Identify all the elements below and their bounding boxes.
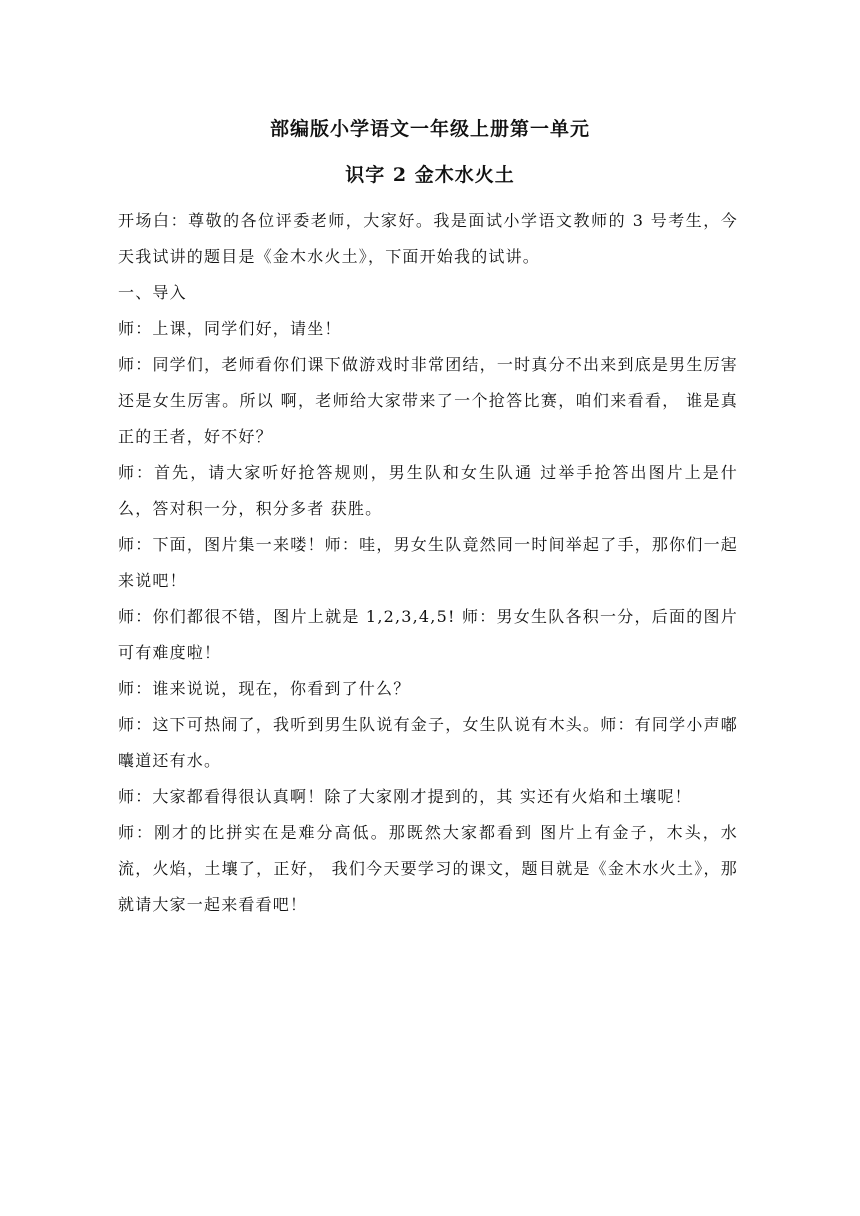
paragraph: 师：大家都看得很认真啊！除了大家刚才提到的，其 实还有火焰和土壤呢！ xyxy=(118,787,692,806)
lesson-title: 识字 2 金木水火土 xyxy=(345,164,515,186)
paragraph: 师：刚才的比拼实在是难分高低。那既然大家都看到 图片上有金子，木头，水流，火焰，土壤了，正好， 我们今天要学习的课文，题目就是《金木水火土》，那就请大家一起来看看吧！ xyxy=(118,823,738,914)
paragraph: 师：谁来说说，现在，你看到了什么？ xyxy=(118,679,411,698)
paragraph: 师：同学们，老师看你们课下做游戏时非常团结，一时真分不出来到底是男生厉害还是女生厉害。所以 啊，老师给大家带来了一个抢答比赛，咱们来看看， 谁是真正的王者，好不好？ xyxy=(118,355,738,446)
paragraph: 师：这下可热闹了，我听到男生队说有金子，女生队说有木头。师：有同学小声嘟囔道还有水。 xyxy=(118,715,738,770)
paragraph: 师：首先，请大家听好抢答规则，男生队和女生队通 过举手抢答出图片上是什么，答对积一分，积分多者 获胜。 xyxy=(118,463,738,518)
document-body xyxy=(118,203,738,923)
paragraph: 师：你们都很不错，图片上就是 1,2,3,4,5! 师：男女生队各积一分，后面的图片可有难度啦！ xyxy=(118,607,738,662)
paragraph: 师：下面，图片集一来喽！师：哇，男女生队竟然同一时间举起了手，那你们一起来说吧！ xyxy=(118,535,738,590)
paragraph: 师：上课，同学们好，请坐！ xyxy=(118,319,342,338)
document-title: 部编版小学语文一年级上册第一单元 xyxy=(269,118,590,140)
paragraph-section-heading: 一、导入 xyxy=(118,283,187,302)
paragraph-opening: 开场白：尊敬的各位评委老师，大家好。我是面试小学语文教师的 3 号考生，今天我试讲的题目是《金木水火土》，下面开始我的试讲。 xyxy=(118,211,738,266)
